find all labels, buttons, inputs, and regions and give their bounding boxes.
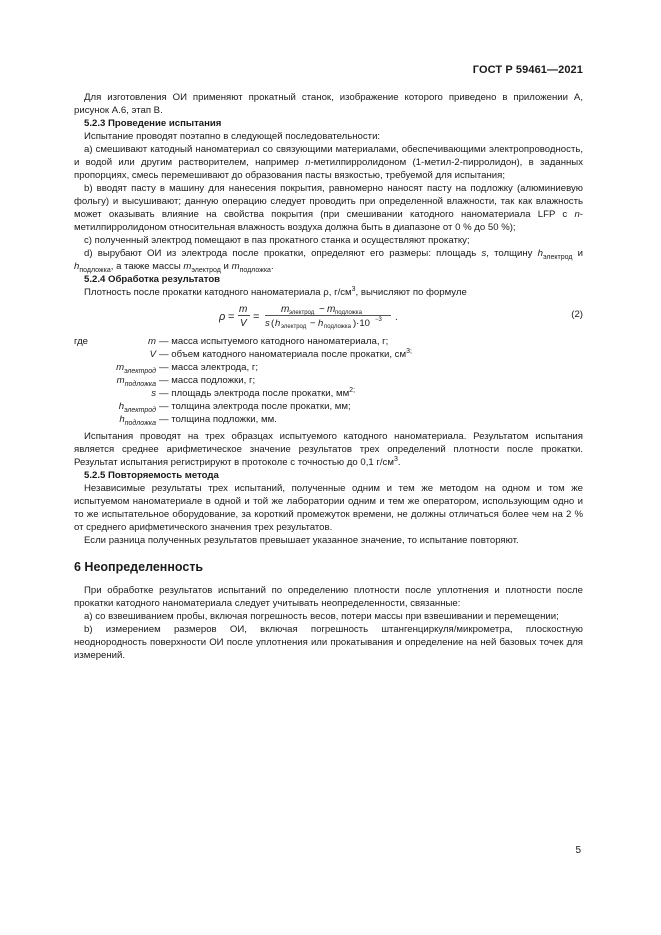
s6-item-a: a) со взвешиванием пробы, включая погрешность весов, потери массы при взвешивании и перемещении; — [84, 611, 559, 622]
equation-number: (2) — [571, 309, 583, 320]
svg-text:электрод: электрод — [281, 324, 307, 330]
svg-text:=: = — [228, 311, 235, 323]
svg-text:h: h — [318, 318, 324, 329]
svg-text:−: − — [319, 304, 325, 315]
section-5-2-4-title: 5.2.4 Обработка результатов — [84, 274, 221, 285]
svg-text:m: m — [281, 304, 290, 315]
svg-text:=: = — [253, 311, 260, 323]
s525-paragraph-1: Независимые результаты трех испытаний, полученные одним и тем же методом на одном и том же испытуемом наноматериале в одной и той же лаборатории одним и тем же оператором, использующим одно и то же испытательное оборудование, за короткий промежуток времени, не должны отличаться более чем на 2 % от среднего арифметического значения трех результатов. — [74, 483, 583, 533]
svg-text:V: V — [240, 318, 247, 329]
s523-lead: Испытание проводят поэтапно в следующей последовательности: — [84, 131, 381, 142]
definition-row: $m_{электрод}$ — масса электрода, г; — [116, 362, 258, 375]
svg-text:m: m — [327, 304, 336, 315]
svg-text:h: h — [275, 318, 281, 329]
document-code: ГОСТ Р 59461—2021 — [472, 64, 583, 76]
definition-row: $h_{подложка}$ — толщина подложки, мм. — [119, 414, 277, 427]
section-5-2-5-title: 5.2.5 Повторяемость метода — [84, 470, 219, 481]
s523-item-b: b) вводят пасту в машину для нанесения покрытия, равномерно наносят пасту на подложку (алюминиевую фольгу) и высушивают; данную операцию следует проводить при определенной влажности, так как влажность может оказывать влияние на свойства покрытия (при смешивании катодного наноматериала LFP с n-метилпирролидоном относительная влажность воздуха должна быть в диапазоне от 0 % до 50 %); — [74, 183, 583, 233]
s6-item-b: b) измерением размеров ОИ, включая погрешность штангенциркуля/микрометра, плоскостную неоднородность поверхности ОИ после уплотнения или прокатывания и определение на ней базовых точек для измерений. — [74, 624, 583, 661]
section-6-title: 6 Неопределенность — [74, 560, 204, 574]
s523-item-c: c) полученный электрод помещают в паз прокатного станка и осуществляют прокатку; — [84, 235, 470, 246]
svg-text:(: ( — [271, 318, 275, 329]
svg-text:подложка: подложка — [324, 324, 351, 330]
s523-item-a: a) смешивают катодный наноматериал со связующими материалами, обеспечивающими электропроводность, и водой или другим растворителем, например n-метилпирролидоном (1-метил-2-пирролидон), в заданных пропорциях, смесь перемешивают до образования пасты вязкостью, требуемой для испытания; — [74, 144, 583, 181]
svg-text:−3: −3 — [375, 317, 382, 323]
definition-row: V — объем катодного наноматериала после прокатки, $см^{3;}$ — [149, 347, 412, 360]
density-formula — [219, 301, 439, 331]
intro-paragraph: Для изготовления ОИ применяют прокатный станок, изображение которого приведено в приложении А, рисунок А.6, этап В. — [74, 92, 583, 116]
svg-text:s: s — [265, 318, 270, 329]
svg-text:)·10: )·10 — [353, 318, 370, 329]
definition-row: $m_{подложка}$ — масса подложки, г; — [116, 375, 256, 388]
formula-2 — [74, 301, 583, 331]
svg-text:ρ: ρ — [219, 311, 226, 323]
section-5-2-3-title: 5.2.3 Проведение испытания — [84, 118, 222, 129]
svg-text:m: m — [239, 304, 248, 315]
svg-text:подложка: подложка — [335, 310, 362, 316]
where-definitions — [74, 335, 583, 426]
definition-row: s — площадь электрода после прокатки, $мм^{2;}$ — [151, 386, 356, 399]
page-number: 5 — [575, 845, 581, 856]
s6-paragraph: При обработке результатов испытаний по определению плотности после уплотнения и плотности после прокатки катодного наноматериала следует учитывать неопределенности, связанные: — [74, 585, 583, 609]
svg-text:электрод: электрод — [289, 310, 315, 316]
s524-lead: Плотность после прокатки катодного наноматериала ρ, $г/см^3$, вычисляют по формуле — [84, 285, 467, 298]
s524-result: Испытания проводят на трех образцах испытуемого катодного наноматериала. Результатом испытания является среднее арифметическое значение результатов трех определений плотности после прокатки. Результат испытания регистрируют в протоколе с точностью до 0,1 $г/см^3$. — [74, 431, 583, 468]
page-content — [74, 91, 583, 662]
svg-text:−: − — [310, 318, 316, 329]
definition-row: $h_{электрод}$ — толщина электрода после прокатки, мм; — [118, 401, 351, 414]
s525-paragraph-2: Если разница полученных результатов превышает указанное значение, то испытание повторяют. — [84, 535, 519, 546]
definition-row: где m — масса испытуемого катодного наноматериала, г; — [74, 336, 389, 347]
s523-item-d: d) вырубают ОИ из электрода после прокатки, определяют его размеры: площадь s, толщину $h_{электрод}$ и $h_{подложка}$, а также массы $m_{электрод}$ и $m_{подложка}$. — [74, 248, 584, 274]
svg-text:.: . — [395, 312, 398, 323]
